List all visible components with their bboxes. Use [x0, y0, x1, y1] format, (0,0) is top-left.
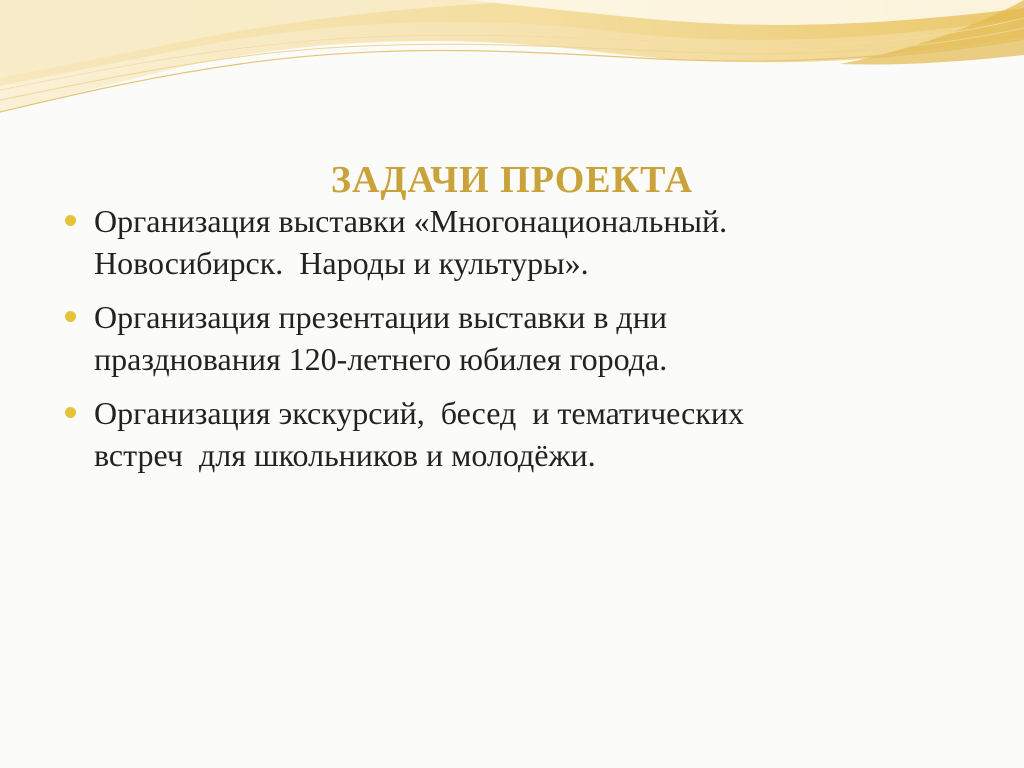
list-item — [64, 296, 964, 380]
bullet-line: Организация экскурсий, бесед и тематических — [94, 395, 745, 431]
bullet-list — [64, 200, 964, 488]
bullet-line: Новосибирск. Народы и культуры». — [94, 245, 589, 281]
bullet-line: встреч для школьников и молодёжи. — [94, 437, 596, 473]
bullet-dot-icon — [65, 311, 76, 322]
list-item — [64, 392, 964, 476]
bullet-line: Организация презентации выставки в дни — [94, 299, 667, 335]
list-item — [64, 200, 964, 284]
wave-decoration — [0, 0, 1024, 130]
bullet-line: празднования 120-летнего юбилея города. — [94, 341, 668, 377]
slide-title: ЗАДАЧИ ПРОЕКТА — [330, 159, 694, 201]
bullet-dot-icon — [65, 407, 76, 418]
bullet-dot-icon — [65, 215, 76, 226]
bullet-line: Организация выставки «Многонациональный. — [94, 203, 728, 239]
